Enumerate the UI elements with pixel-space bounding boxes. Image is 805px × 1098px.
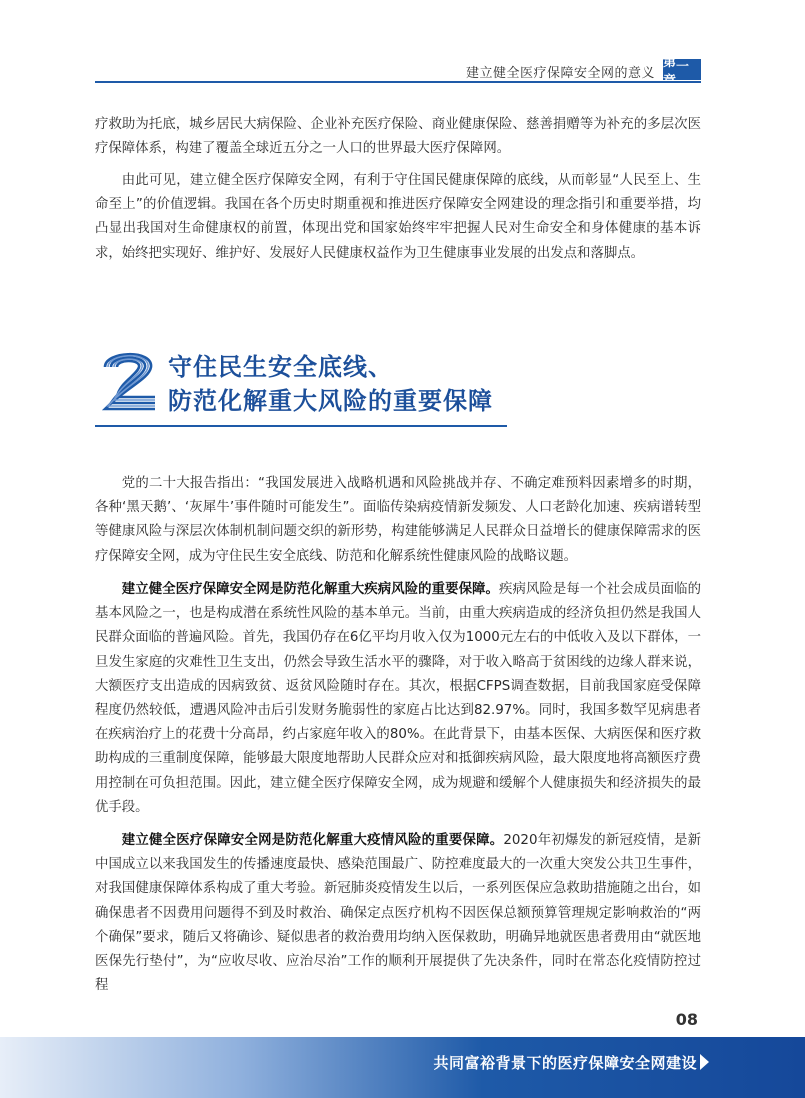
paragraph-disease-risk [95,578,701,820]
section-heading [168,350,493,418]
page-number: 08 [675,1010,698,1029]
section-number-graphic [97,343,161,415]
arrow-right-icon [700,1054,709,1070]
paragraph-continuation: 疗救助为托底，城乡居民大病保险、企业补充医疗保险、商业健康保险、慈善捐赠等为补充的多层次医疗保障体系，构建了覆盖全球近五分之一人口的世界最大医疗保障网。 [95,117,701,157]
section-heading-underline [95,425,507,427]
footer-book-title: 共同富裕背景下的医疗保障安全网建设 [433,1054,697,1072]
section-heading-line-1: 守住民生安全底线、 [168,353,393,381]
running-header-title: 建立健全医疗保障安全网的意义 [465,66,655,81]
header-divider [95,81,701,83]
paragraph-epidemic-risk [95,829,701,998]
paragraph-lead-bold: 建立健全医疗保障安全网是防范化解重大疾病风险的重要保障。 [121,582,500,597]
section-heading-line-2: 防范化解重大风险的重要保障 [168,387,493,415]
paragraph-conclusion: 由此可见，建立健全医疗保障安全网，有利于守住国民健康保障的底线，从而彰显“人民至上、生命至上”的价值逻辑。我国在各个历史时期重视和推进医疗保障安全网建设的理念指引和重要举措，均凸显出我国对生命健康权的前置，体现出党和国家始终牢牢把握人民对生命安全和身体健康的基本诉求，始终把实现好、维护好、发展好人民健康权益作为卫生健康事业发展的出发点和落脚点。 [95,173,701,261]
paragraph-body: 疾病风险是每一个社会成员面临的基本风险之一，也是构成潜在系统性风险的基本单元。当前，由重大疾病造成的经济负担仍然是我国人民群众面临的普遍风险。首先，我国仍存在6亿平均月收入仅为1000元左右的中低收入及以下群体，一旦发生家庭的灾难性卫生支出，仍然会导致生活水平的骤降，对于收入略高于贫困线的边缘人群来说，大额医疗支出造成的因病致贫、返贫风险随时存在。其次，根据CFPS调查数据，目前我国家庭受保障程度仍然较低，遭遇风险冲击后引发财务脆弱性的家庭占比达到82.97%。同时，我国多数罕见病患者在疾病治疗上的花费十分高昂，约占家庭年收入的80%。在此背景下，由基本医保、大病医保和医疗救助构成的三重制度保障，能够最大限度地帮助人民群众应对和抵御疾病风险，最大限度地将高额医疗费用控制在可负担范围。因此，建立健全医疗保障安全网，成为规避和缓解个人健康损失和经济损失的最优手段。 [95,582,702,815]
paragraph-report-quote: 党的二十大报告指出：“我国发展进入战略机遇和风险挑战并存、不确定难预料因素增多的时期，各种‘黑天鹅’、‘灰犀牛’事件随时可能发生”。面临传染病疫情新发频发、人口老龄化加速、疾病谱转型等健康风险与深层次体制机制问题交织的新形势，构建能够满足人民群众日益增长的健康保障需求的医疗保障安全网，成为守住民生安全底线、防范和化解系统性健康风险的战略议题。 [95,476,701,564]
paragraph-body: 2020年初爆发的新冠疫情，是新中国成立以来我国发生的传播速度最快、感染范围最广、防控难度最大的一次重大突发公共卫生事件，对我国健康保障体系构成了重大考验。新冠肺炎疫情发生以后，一系列医保应急救助措施随之出台，如确保患者不因费用问题得不到及时救治、确保定点医疗机构不因医保总额预算管理规定影响救治的“两个确保”要求，随后又将确诊、疑似患者的救治费用均纳入医保救助，明确异地就医患者费用由“就医地医保先行垫付”，为“应收尽收、应治尽治”工作的顺利开展提供了先决条件，同时在常态化疫情防控过程 [95,833,702,994]
paragraph-lead-bold: 建立健全医疗保障安全网是防范化解重大疫情风险的重要保障。 [121,833,504,848]
chapter-badge: 第二 [663,59,701,80]
